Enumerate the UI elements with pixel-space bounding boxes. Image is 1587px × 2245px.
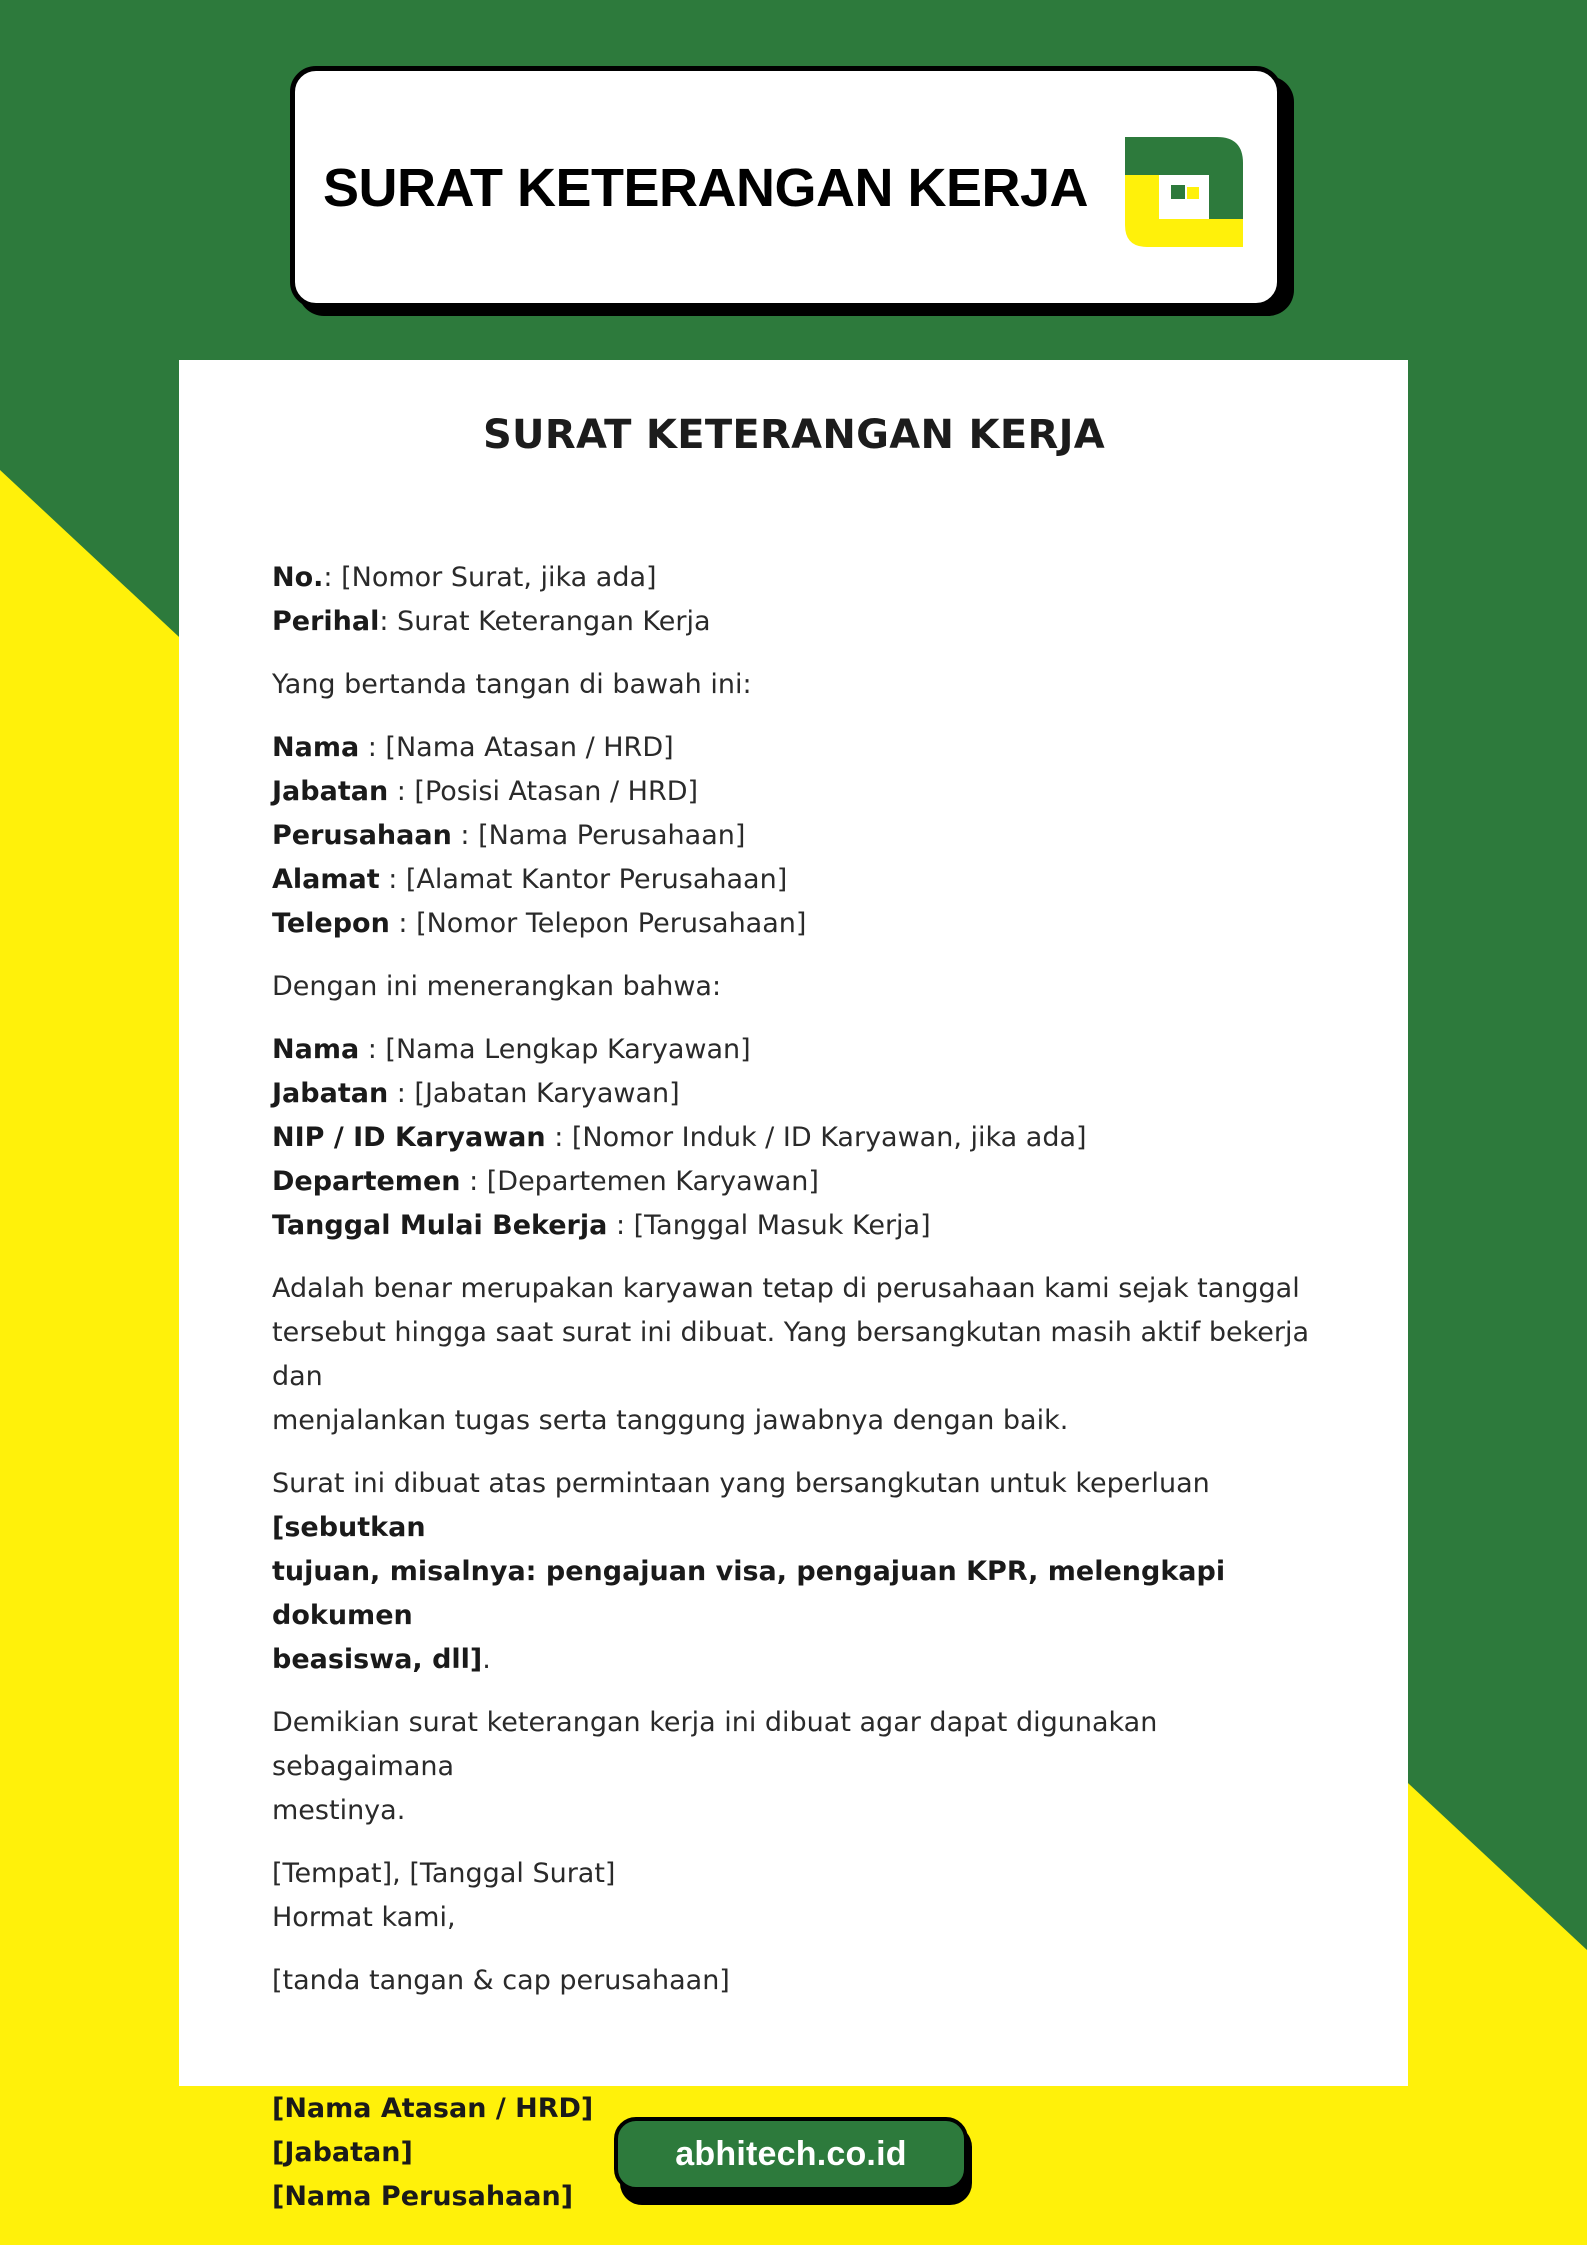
intro-text: Yang bertanda tangan di bawah ini:	[272, 669, 752, 700]
signatory-position-text: [Jabatan]	[272, 2137, 413, 2168]
paragraph-line: Adalah benar merupakan karyawan tetap di perusahaan kami sejak tanggal	[272, 1273, 1300, 1304]
field-label: Jabatan	[272, 776, 389, 807]
place-date: [Tempat], [Tanggal Surat]	[272, 1858, 616, 1889]
employee-row	[272, 1072, 1316, 1116]
employee-row	[272, 1116, 1316, 1160]
purpose-statement	[272, 1462, 1316, 1682]
employee-row	[272, 1204, 1316, 1248]
closing-statement	[272, 1701, 1316, 1833]
letter-number-label: No.	[272, 562, 324, 593]
letter-subject	[272, 600, 1316, 644]
field-value: : [Nama Perusahaan]	[451, 820, 746, 851]
signatory-company-text: [Nama Perusahaan]	[272, 2181, 574, 2212]
letter-number-value: : [Nomor Surat, jika ada]	[323, 562, 657, 593]
field-value: : [Nama Lengkap Karyawan]	[359, 1034, 751, 1065]
abhitech-logo-icon	[1119, 131, 1245, 251]
signature-note: [tanda tangan & cap perusahaan]	[272, 1965, 730, 1996]
field-label: Alamat	[272, 864, 380, 895]
field-label: Perusahaan	[272, 820, 452, 851]
field-label: Nama	[272, 1034, 360, 1065]
paragraph-line	[272, 1638, 1316, 1682]
field-value: : [Nomor Induk / ID Karyawan, jika ada]	[545, 1122, 1087, 1153]
paragraph-line	[272, 1462, 1316, 1550]
field-label: NIP / ID Karyawan	[272, 1122, 546, 1153]
employee-row	[272, 1028, 1316, 1072]
purpose-placeholder: beasiswa, dll]	[272, 1644, 483, 1675]
paragraph-line	[272, 1550, 1316, 1638]
employee-row	[272, 1160, 1316, 1204]
field-label: Jabatan	[272, 1078, 389, 1109]
signer-row	[272, 902, 1316, 946]
letter-subject-value: : Surat Keterangan Kerja	[379, 606, 711, 637]
header-banner	[290, 66, 1282, 308]
letter-body	[272, 556, 1316, 2219]
paragraph-line: mestinya.	[272, 1795, 406, 1826]
place-date-block	[272, 1852, 1316, 1940]
purpose-end: .	[482, 1644, 491, 1675]
purpose-text: Surat ini dibuat atas permintaan yang bersangkutan untuk keperluan	[272, 1468, 1210, 1499]
signatory-name-text: [Nama Atasan / HRD]	[272, 2093, 594, 2124]
letter-title: SURAT KETERANGAN KERJA	[482, 412, 1106, 458]
letter-number	[272, 556, 1316, 600]
field-value: : [Jabatan Karyawan]	[388, 1078, 680, 1109]
field-label: Telepon	[272, 908, 390, 939]
signer-row	[272, 726, 1316, 770]
purpose-placeholder: [sebutkan	[272, 1512, 426, 1543]
regards: Hormat kami,	[272, 1902, 456, 1933]
field-value: : [Departemen Karyawan]	[460, 1166, 819, 1197]
field-value: : [Nama Atasan / HRD]	[359, 732, 674, 763]
field-label: Departemen	[272, 1166, 461, 1197]
signer-details	[272, 726, 1316, 946]
employee-details	[272, 1028, 1316, 1248]
banner-title: SURAT KETERANGAN KERJA	[323, 158, 1089, 218]
field-value: : [Posisi Atasan / HRD]	[388, 776, 699, 807]
field-value: : [Tanggal Masuk Kerja]	[607, 1210, 931, 1241]
signer-row	[272, 814, 1316, 858]
signer-row	[272, 770, 1316, 814]
purpose-placeholder: tujuan, misalnya: pengajuan visa, pengajuan KPR, melengkapi dokumen	[272, 1556, 1226, 1631]
field-label: Tanggal Mulai Bekerja	[272, 1210, 608, 1241]
signer-row	[272, 858, 1316, 902]
employment-statement	[272, 1267, 1316, 1443]
paragraph-line: menjalankan tugas serta tanggung jawabnya dengan baik.	[272, 1405, 1069, 1436]
footer-site-text: abhitech.co.id	[675, 2134, 907, 2173]
field-value: : [Alamat Kantor Perusahaan]	[379, 864, 788, 895]
declare-text: Dengan ini menerangkan bahwa:	[272, 971, 722, 1002]
letter-subject-label: Perihal	[272, 606, 380, 637]
field-label: Nama	[272, 732, 360, 763]
paragraph-line: tersebut hingga saat surat ini dibuat. Yang bersangkutan masih aktif bekerja dan	[272, 1317, 1309, 1392]
paragraph-line: Demikian surat keterangan kerja ini dibuat agar dapat digunakan sebagaimana	[272, 1707, 1158, 1782]
field-value: : [Nomor Telepon Perusahaan]	[389, 908, 807, 939]
footer-site-badge[interactable]	[614, 2117, 968, 2191]
